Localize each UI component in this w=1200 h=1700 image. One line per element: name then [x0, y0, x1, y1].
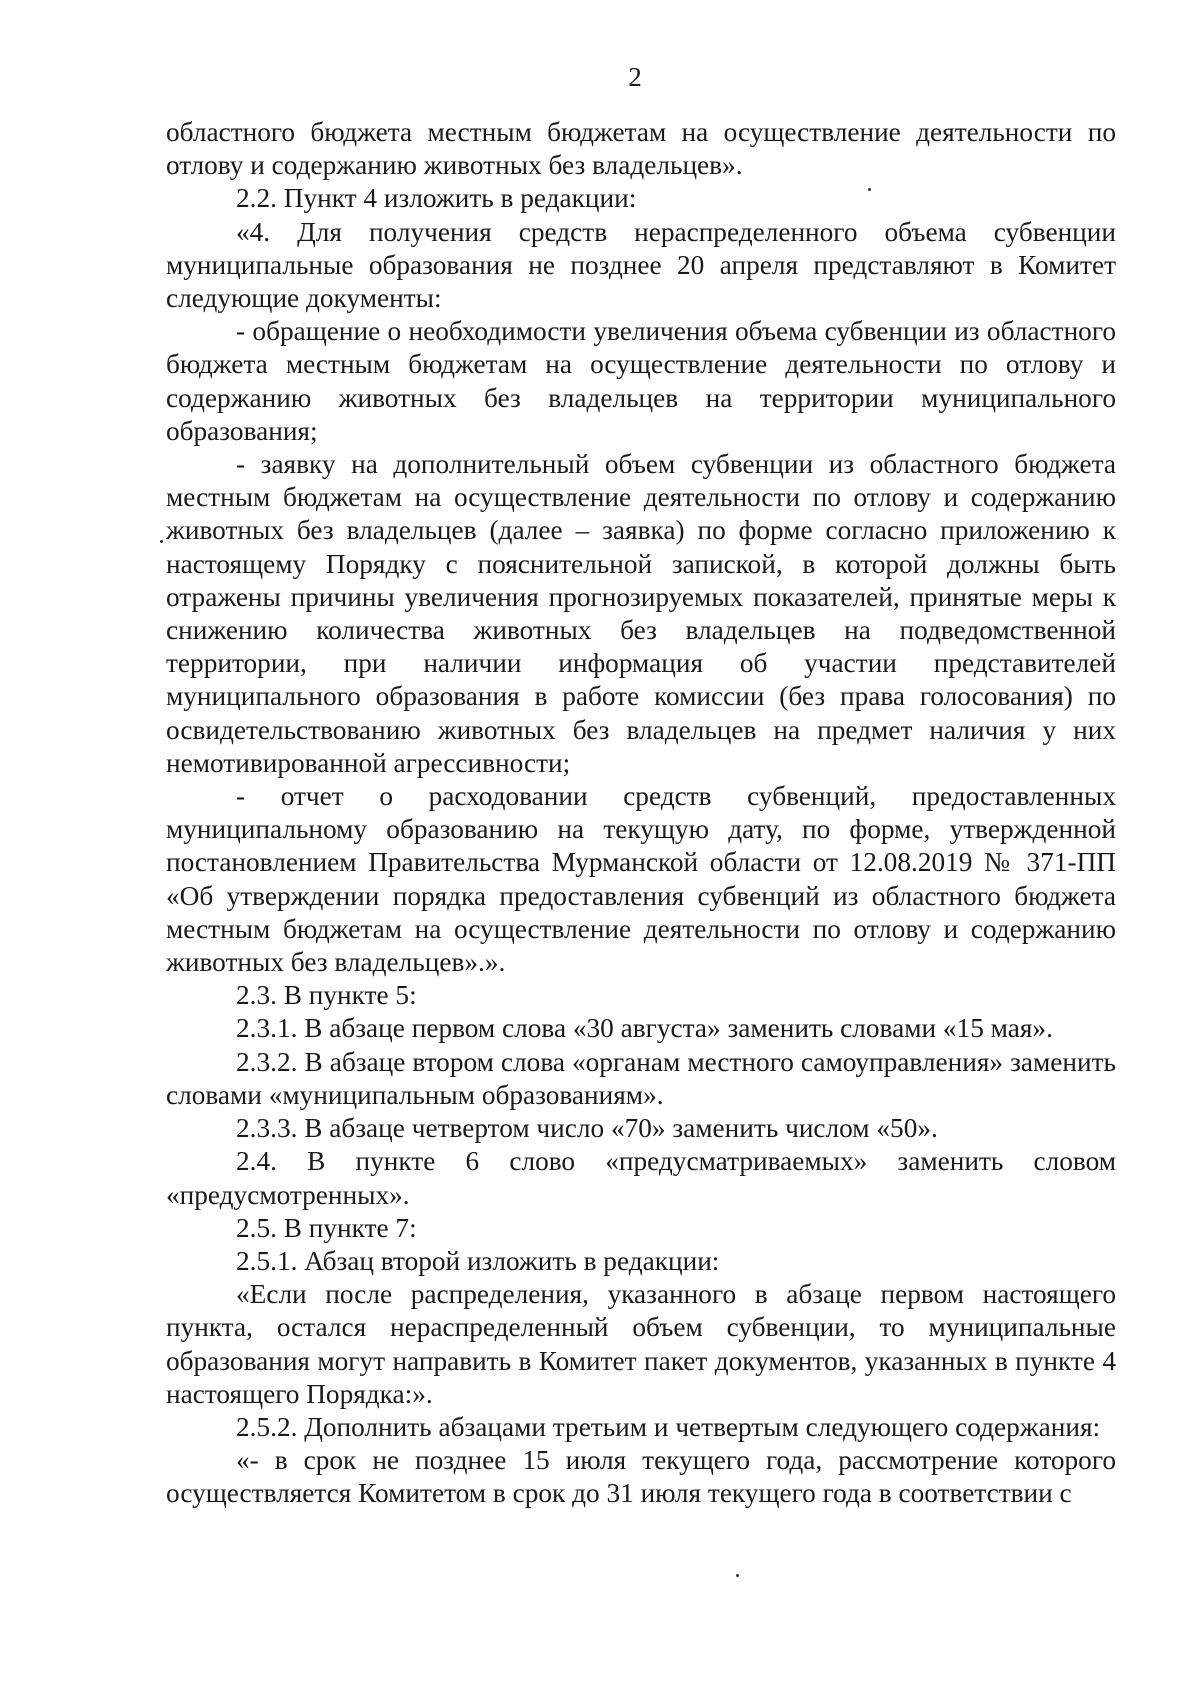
- paragraph-list-item-appeal: - обращение о необходимости увеличения объема субвенции из областного бюджета местным бюджетам на осуществление деятельности по отлову и содержанию животных без владельцев на территории муниципального образования;: [166, 316, 1116, 446]
- paragraph-2-5-1: 2.5.1. Абзац второй изложить в редакции:: [236, 1245, 720, 1276]
- paragraph-2-5-2: 2.5.2. Дополнить абзацами третьим и четвертым следующего содержания:: [236, 1411, 1101, 1442]
- paragraph-2-5: 2.5. В пункте 7:: [236, 1212, 417, 1243]
- scan-speck: [160, 540, 163, 543]
- paragraph-list-item-report: - отчет о расходовании средств субвенций, предоставленных муниципальному образованию на текущую дату, по форме, утвержденной постановлением Правительства Мурманской области от 12.08.2019 № 371-ПП «Об утверждении порядка предоставления субвенций из областного бюджета местным бюджетам на осуществление деятельности по отлову и содержанию животных без владельцев».».: [166, 781, 1116, 978]
- paragraph-point-4: «4. Для получения средств нераспределенного объема субвенции муниципальные образования не позднее 20 апреля представляют в Комитет следующие документы:: [166, 216, 1116, 314]
- paragraph-2-3: 2.3. В пункте 5:: [236, 980, 417, 1011]
- paragraph-2-4: 2.4. В пункте 6 слово «предусматриваемых» заменить словом «предусмотренных».: [166, 1146, 1116, 1210]
- document-body: [166, 116, 1116, 1511]
- page-number: 2: [628, 62, 642, 92]
- paragraph-quoted-deadline: «- в срок не позднее 15 июля текущего года, рассмотрение которого осуществляется Комитетом в срок до 31 июля текущего года в соответствии с: [166, 1445, 1116, 1509]
- paragraph-2-3-1: 2.3.1. В абзаце первом слова «30 августа» заменить словами «15 мая».: [236, 1013, 1053, 1044]
- paragraph-continuation: областного бюджета местным бюджетам на осуществление деятельности по отлову и содержанию животных без владельцев».: [166, 117, 1116, 181]
- scan-speck: [736, 1574, 739, 1577]
- scan-speck: [868, 188, 871, 191]
- paragraph-2-2: 2.2. Пункт 4 изложить в редакции:: [236, 183, 637, 214]
- paragraph-list-item-application: - заявку на дополнительный объем субвенции из областного бюджета местным бюджетам на осуществление деятельности по отлову и содержанию животных без владельцев (далее – заявка) по форме согласно приложению к настоящему Порядку с пояснительной запиской, в которой должны быть отражены причины увеличения прогнозируемых показателей, принятые меры к снижению количества животных без владельцев на подведомственной территории, при наличии информация об участии представителей муниципального образования в работе комиссии (без права голосования) по освидетельствованию животных без владельцев на предмет наличия у них немотивированной агрессивности;: [166, 449, 1116, 778]
- paragraph-2-3-2: 2.3.2. В абзаце втором слова «органам местного самоуправления» заменить словами «муниципальным образованиям».: [166, 1046, 1116, 1110]
- paragraph-2-3-3: 2.3.3. В абзаце четвертом число «70» заменить числом «50».: [236, 1113, 938, 1144]
- paragraph-quoted-redaction: «Если после распределения, указанного в абзаце первом настоящего пункта, остался нераспределенный объем субвенции, то муниципальные образования могут направить в Комитет пакет документов, указанных в пункте 4 настоящего Порядка:».: [166, 1279, 1116, 1409]
